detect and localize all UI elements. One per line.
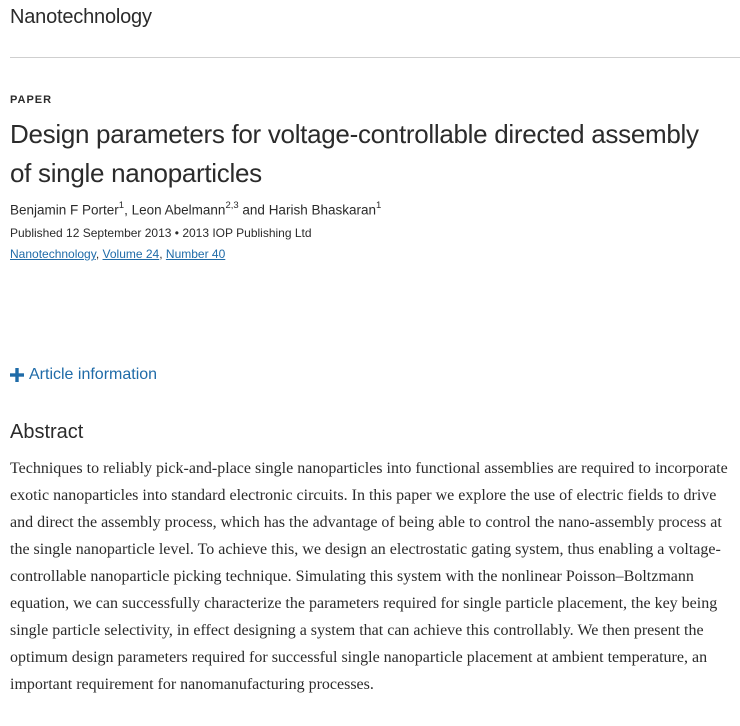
article-information-label: Article information <box>29 366 158 383</box>
citation-separator: , <box>95 247 103 261</box>
author-list <box>10 201 381 218</box>
article-title: Design parameters for voltage-controllable directed assembly of single nanoparticles <box>10 119 699 188</box>
author-affiliation: 1 <box>376 200 382 211</box>
abstract-heading: Abstract <box>10 421 84 443</box>
author-name[interactable]: Benjamin F Porter <box>10 202 119 218</box>
abstract-text: Techniques to reliably pick-and-place single nanoparticles into functional assemblies are required to incorporate exotic nanoparticles into standard electronic circuits. In this paper we explore the use of electric fields to drive and direct the assembly process, which has the advantage of being able to control the nano-assembly process at the single nanoparticle level. To achieve this, we design an electrostatic gating system, thus enabling a voltage-controllable nanoparticle picking technique. Simulating this system with the nonlinear Poisson–Boltzmann equation, we can successfully characterize the parameters required for single particle placement, the key being single particle selectivity, in effect designing a system that can achieve this controllably. We then present the optimum design parameters required for successful single nanoparticle placement at ambient temperature, an important requirement for nanomanufacturing processes. <box>10 460 728 693</box>
header-divider <box>10 57 740 58</box>
author-separator: , <box>124 202 132 218</box>
author-affiliation: 2,3 <box>225 200 239 211</box>
citation-links <box>10 247 225 261</box>
citation-separator: , <box>159 247 166 261</box>
publication-info: Published 12 September 2013 • 2013 IOP Publishing Ltd <box>10 226 312 240</box>
journal-title[interactable]: Nanotechnology <box>10 6 152 28</box>
author-name[interactable]: Leon Abelmann <box>131 202 226 218</box>
author-separator: and <box>238 202 269 218</box>
journal-link[interactable]: Nanotechnology <box>10 247 96 261</box>
volume-link[interactable]: Volume 24 <box>102 247 160 261</box>
author-name[interactable]: Harish Bhaskaran <box>268 202 376 218</box>
article-type-label: PAPER <box>10 94 53 106</box>
article-information-toggle[interactable] <box>10 366 157 384</box>
issue-number-link[interactable]: Number 40 <box>165 247 226 261</box>
plus-icon <box>10 368 24 382</box>
author-affiliation: 1 <box>118 200 125 211</box>
